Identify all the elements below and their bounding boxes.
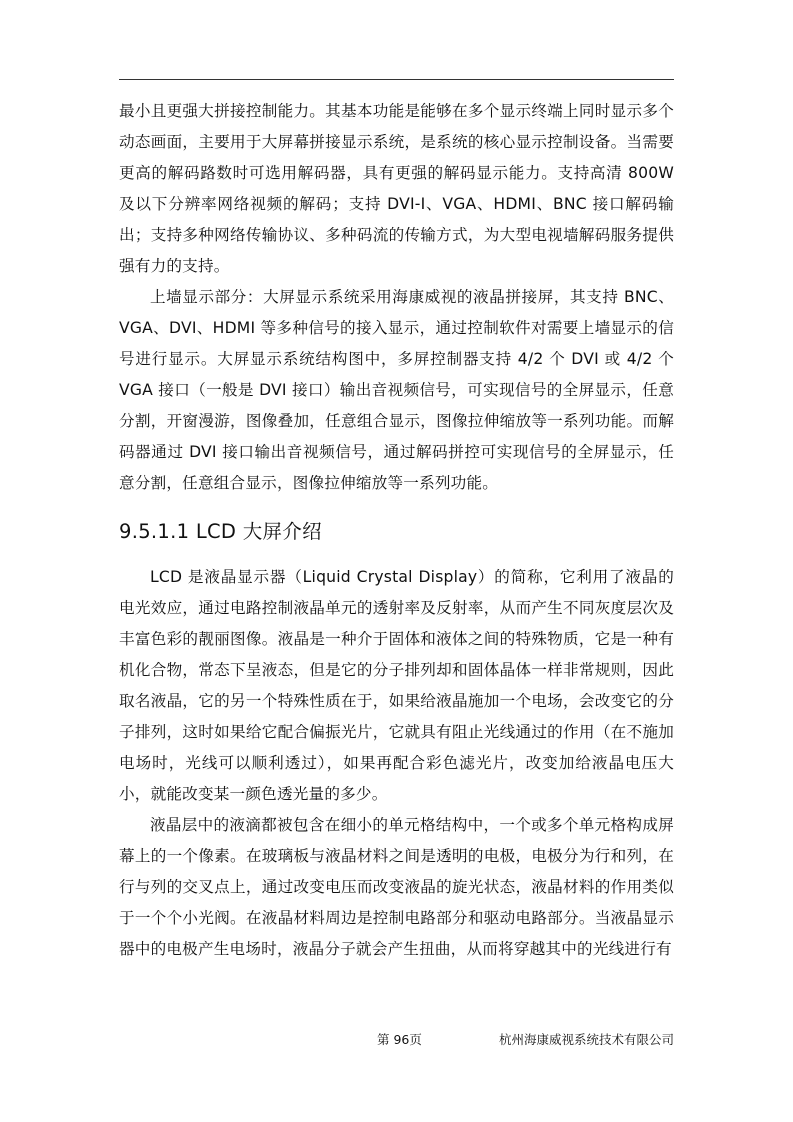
paragraph-wall-display: 上墙显示部分：大屏显示系统采用海康威视的液晶拼接屏，其支持 BNC、VGA、DVI、HDMI 等多种信号的接入显示，通过控制软件对需要上墙显示的信号进行显示。大屏显示系统结构图中，多屏控制器支持 4/2 个 DVI 或 4/2 个 VGA 接口（一般是 DVI 接口）输出音视频信号，可实现信号的全屏显示，任意分割，开窗漫游，图像叠加，任意组合显示，图像拉伸缩放等一系列功能。而解码器通过 DVI 接口输出音视频信号，通过解码拼控可实现信号的全屏显示，任意分割，任意组合显示，图像拉伸缩放等一系列功能。 — [119, 288, 674, 492]
page-content — [119, 96, 674, 965]
page-footer — [119, 1030, 674, 1050]
paragraph-lcd-definition: LCD 是液晶显示器（Liquid Crystal Display）的简称，它利用了液晶的电光效应，通过电路控制液晶单元的透射率及反射率，从而产生不同灰度层次及丰富色彩的靓丽图像。液晶是一种介于固体和液体之间的特殊物质，它是一种有机化合物，常态下呈液态，但是它的分子排列却和固体晶体一样非常规则，因此取名液晶，它的另一个特殊性质在于，如果给液晶施加一个电场，会改变它的分子排列，这时如果给它配合偏振光片，它就具有阻止光线通过的作用（在不施加电场时，光线可以顺利透过），如果再配合彩色滤光片，改变加给液晶电压大小，就能改变某一颜色透光量的多少。 — [119, 568, 674, 803]
header-divider — [119, 79, 674, 80]
paragraph-lcd-structure: 液晶层中的液滴都被包含在细小的单元格结构中，一个或多个单元格构成屏幕上的一个像素。在玻璃板与液晶材料之间是透明的电极，电极分为行和列，在行与列的交叉点上，通过改变电压而改变液晶的旋光状态，液晶材料的作用类似于一个个小光阀。在液晶材料周边是控制电路部分和驱动电路部分。当液晶显示器中的电极产生电场时，液晶分子就会产生扭曲，从而将穿越其中的光线进行有 — [119, 816, 674, 958]
paragraph-continuation: 最小且更强大拼接控制能力。其基本功能是能够在多个显示终端上同时显示多个动态画面，主要用于大屏幕拼接显示系统，是系统的核心显示控制设备。当需要更高的解码路数时可选用解码器，具有更强的解码显示能力。支持高清 800W 及以下分辨率网络视频的解码；支持 DVI-I、VGA、HDMI、BNC 接口解码输出；支持多种网络传输协议、多种码流的传输方式，为大型电视墙解码服务提供强有力的支持。 — [119, 102, 674, 275]
section-heading: 9.5.1.1 LCD 大屏介绍 — [119, 520, 322, 543]
company-name: 杭州海康威视系统技术有限公司 — [498, 1032, 674, 1047]
page-number: 第 96页 — [377, 1032, 422, 1047]
